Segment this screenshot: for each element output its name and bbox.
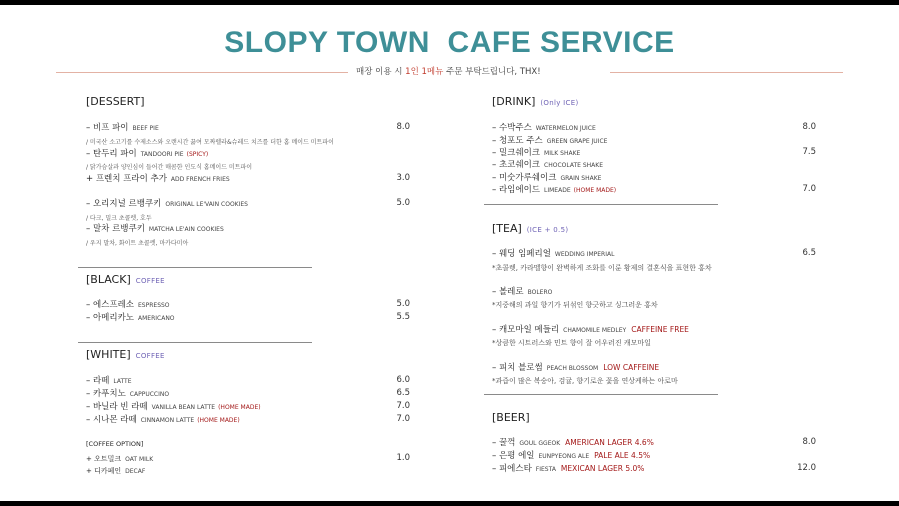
menu-item-beef-pie: – 비프 파이 BEEF PIE xyxy=(86,123,159,133)
coffee-option-label: [COFFEE OPTION] xyxy=(86,440,144,448)
price-watermelon-juice: 8.0 xyxy=(802,122,816,132)
price-fiesta: 12.0 xyxy=(797,463,816,473)
desc-wedding-imperial: *초콜렛, 카라멜향이 완벽하게 조화를 이룬 황제의 결혼식을 표현한 홍차 xyxy=(492,264,712,272)
price-americano: 5.5 xyxy=(396,312,410,322)
menu-item-bolero: – 볼레로 BOLERO xyxy=(492,287,553,297)
menu-item-milk-shake: – 밀크쉐이크 MILK SHAKE xyxy=(492,148,581,158)
menu-item-cappuccino: – 카푸치노 CAPPUCCINO xyxy=(86,389,170,399)
notice-row xyxy=(56,64,843,80)
price-limeade: 7.0 xyxy=(802,184,816,194)
menu-item-fiesta: – 피에스타 FIESTA MEXICAN LAGER 5.0% xyxy=(492,464,645,474)
section-heading-beer: [BEER] xyxy=(492,411,530,424)
menu-item-limeade: – 라임에이드 LIMEADE (HOME MADE) xyxy=(492,185,617,195)
top-border xyxy=(0,0,899,5)
menu-item-cinnamon-latte: – 시나몬 라떼 CINNAMON LATTE (HOME MADE) xyxy=(86,415,240,425)
divider-dessert xyxy=(78,267,312,268)
menu-item-matcha-cookie: – 말차 르뱅쿠키 MATCHA LE'AIN COOKIES xyxy=(86,224,224,234)
divider-tea xyxy=(484,394,718,395)
menu-item-french-fries: + 프렌치 프라이 추가 ADD FRENCH FRIES xyxy=(86,174,230,184)
option-oat-milk: + 오트밀크 OAT MILK xyxy=(86,455,154,463)
bottom-border xyxy=(0,501,899,506)
price-french-fries: 3.0 xyxy=(396,173,410,183)
desc-original-cookie: / 다크, 밀크 초콜렛, 호두 xyxy=(86,215,152,222)
price-cappuccino: 6.5 xyxy=(396,388,410,398)
section-heading-white: [WHITE] COFFEE xyxy=(86,348,165,361)
divider-black xyxy=(78,342,312,343)
price-tea: 6.5 xyxy=(802,248,816,258)
menu-item-wedding-imperial: – 웨딩 임페리얼 WEDDING IMPERIAL xyxy=(492,249,615,259)
price-vanilla-bean-latte: 7.0 xyxy=(396,401,410,411)
desc-beef-pie: / 미국산 소고기를 수제소스와 오랜시간 끓여 모짜렐라&슈레드 치즈를 더한 홈 메이드 미트파이 xyxy=(86,139,334,146)
price-beef-pie: 8.0 xyxy=(396,122,410,132)
desc-bolero: *지중해의 과일 향기가 뒤섞인 향긋하고 싱그러운 홍차 xyxy=(492,301,658,309)
desc-tandoori-pie: / 닭가슴살과 양인심이 들어간 매콤한 인도식 홈메이드 미트파이 xyxy=(86,164,253,171)
price-original-cookie: 5.0 xyxy=(396,198,410,208)
section-heading-drink: [DRINK] (Only ICE) xyxy=(492,95,579,108)
menu-item-americano: – 아메리카노 AMERICANO xyxy=(86,313,175,323)
menu-item-peach-blossom: – 피치 블로썸 PEACH BLOSSOM LOW CAFFEINE xyxy=(492,363,660,373)
price-cinnamon-latte: 7.0 xyxy=(396,414,410,424)
menu-item-grain-shake: – 미숫가루쉐이크 GRAIN SHAKE xyxy=(492,173,602,183)
price-oat-milk: 1.0 xyxy=(396,453,410,463)
menu-item-tandoori-pie: – 탄두리 파이 TANDOORI PIE (SPICY) xyxy=(86,149,209,159)
price-milk-shake: 7.5 xyxy=(802,147,816,157)
order-notice: 매장 이용 시 1인 1메뉴 주문 부탁드립니다, THX! xyxy=(356,67,541,77)
desc-matcha-cookie: / 우지 말차, 화이트 초콜렛, 마카다미아 xyxy=(86,240,189,247)
menu-item-original-cookie: – 오리지널 르뱅쿠키 ORIGINAL LE'VAIN COOKIES xyxy=(86,199,248,209)
price-latte: 6.0 xyxy=(396,375,410,385)
menu-item-goul-ggeok: – 꿀꺽 GOUL GGEOK AMERICAN LAGER 4.6% xyxy=(492,438,654,448)
section-heading-tea: [TEA] (ICE + 0.5) xyxy=(492,222,569,235)
menu-item-espresso: – 에스프레소 ESPRESSO xyxy=(86,300,170,310)
desc-chamomile-medley: *상큼한 시트러스와 민트 향이 잘 어우러진 캐모마일 xyxy=(492,339,651,347)
menu-item-latte: – 라떼 LATTE xyxy=(86,376,132,386)
divider-left xyxy=(56,72,348,73)
section-heading-black: [BLACK] COFFEE xyxy=(86,273,165,286)
menu-item-chocolate-shake: – 초코쉐이크 CHOCOLATE SHAKE xyxy=(492,160,603,170)
menu-item-chamomile-medley: – 캐모마일 메들리 CHAMOMILE MEDLEY CAFFEINE FREE xyxy=(492,325,689,335)
divider-right xyxy=(610,72,843,73)
desc-peach-blossom: *과즙이 많은 복숭아, 검귤, 향기로운 꽃을 연상케하는 아로마 xyxy=(492,377,678,385)
page-title: SLOPY TOWN CAFE SERVICE xyxy=(224,26,675,59)
price-goul-ggeok: 8.0 xyxy=(802,437,816,447)
menu-item-eunpyeong-ale: – 은평 에일 EUNPYEONG ALE PALE ALE 4.5% xyxy=(492,451,651,461)
divider-drink xyxy=(484,204,718,205)
menu-item-watermelon-juice: – 수박주스 WATERMELON JUICE xyxy=(492,123,596,133)
menu-item-green-grape-juice: – 청포도 주스 GREEN GRAPE JUICE xyxy=(492,136,608,146)
section-heading-dessert: [DESSERT] xyxy=(86,95,145,108)
menu-item-vanilla-bean-latte: – 바닐라 빈 라떼 VANILLA BEAN LATTE (HOME MADE) xyxy=(86,402,261,412)
price-espresso: 5.0 xyxy=(396,299,410,309)
notice-highlight: 1인 1메뉴 xyxy=(405,67,444,77)
option-decaf: + 디카페인 DECAF xyxy=(86,467,146,475)
